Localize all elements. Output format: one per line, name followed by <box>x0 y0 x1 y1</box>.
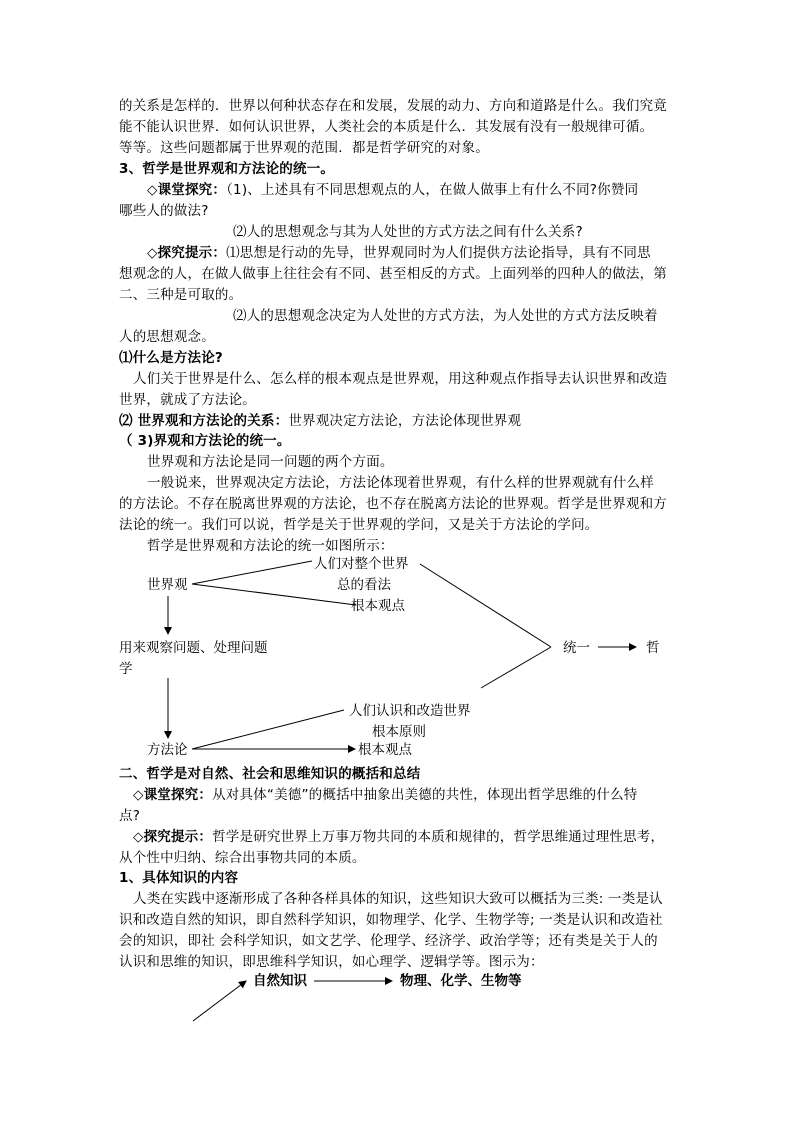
section-heading: 3、哲学是世界观和方法论的统一。 <box>119 161 335 177</box>
paragraph-line: 会的知识，即社 会科学知识，如文艺学、伦理学、经济学、政治学等；还有类是关于人的 <box>119 933 658 949</box>
paragraph-line: 二、三种是可取的。 <box>119 287 243 303</box>
natural-examples-label: 物理、化学、生物等 <box>400 973 522 989</box>
paragraph-line: 等等。这些问题都属于世界观的范围．都是哲学研究的对象。 <box>119 140 489 156</box>
paragraph-line: 一般说来，世界观决定方法论，方法论体现着世界观，有什么样的世界观就有什么样 <box>147 475 654 491</box>
explore-line <box>133 785 637 805</box>
hint-label: ◇探究提示： <box>147 245 227 261</box>
philosophy-label: 哲 <box>646 640 660 656</box>
question-heading: ⑴什么是方法论? <box>119 350 223 366</box>
worldview-definition: 人们对整个世界 <box>314 556 409 572</box>
methodology-definition: 根本原则 <box>372 724 426 740</box>
natural-knowledge-label: 自然知识 <box>253 973 307 989</box>
connector-line <box>192 561 312 584</box>
connector-line <box>192 710 344 749</box>
paragraph-line: ⑵人的思想观念决定为人处世的方式方法，为人处世的方式方法反映着 <box>233 308 658 324</box>
hint-text: ⑴思想是行动的先导，世界观同时为人们提供方法论指导，具有不同思 <box>226 245 651 261</box>
paragraph-line: 点? <box>119 808 141 824</box>
q2-label: ⑵ 世界观和方法论的关系： <box>119 413 289 429</box>
connector-line <box>420 564 551 647</box>
paragraph-line: 世界，就成了方法论。 <box>119 392 256 408</box>
paragraph-line: 人类在实践中逐渐形成了各种各样具体的知识，这些知识大致可以概括为三类: 一类是认 <box>133 891 663 907</box>
paragraph-line: 哲学是世界观和方法论的统一如图所示： <box>147 538 394 554</box>
usage-label: 用来观察问题、处理问题 <box>119 640 268 656</box>
paragraph-line: 人们关于世界是什么、怎么样的根本观点是世界观，用这种观点作指导去认识世界和改造 <box>133 371 668 387</box>
paragraph-line: 认识和思维的知识，即思维科学知识，如心理学、逻辑学等。图示为： <box>119 954 544 970</box>
methodology-definition: 根本观点 <box>358 742 412 758</box>
hint-label: ◇探究提示： <box>133 829 213 845</box>
explore-text: 从对具体“美德”的概括中抽象出美德的共性，体现出哲学思维的什么特 <box>212 787 638 803</box>
question-heading: （ 3)界观和方法论的统一。 <box>119 433 291 449</box>
paragraph-line: 想观念的人，在做人做事上往往会有不同、甚至相反的方式。上面列举的四种人的做法，第 <box>119 266 667 282</box>
worldview-definition: 根本观点 <box>351 598 405 614</box>
hint-text: 哲学是研究世界上万事万物共同的本质和规律的，哲学思维通过理性思考， <box>212 829 665 845</box>
paragraph-line: 世界观和方法论是同一问题的两个方面。 <box>147 454 394 470</box>
methodology-label: 方法论 <box>147 742 188 758</box>
methodology-definition: 人们认识和改造世界 <box>349 703 471 719</box>
connector-line <box>192 584 356 605</box>
paragraph-line: 人的思想观念。 <box>119 329 215 345</box>
paragraph-line: 法论的统一。我们可以说，哲学是关于世界观的学问，又是关于方法论的学问。 <box>119 517 599 533</box>
explore-label: ◇课堂探究： <box>133 787 213 803</box>
usage-label-cont: 学 <box>119 661 133 677</box>
explore-label: ◇课堂探究： <box>147 182 227 198</box>
subsection-heading: 1、具体知识的内容 <box>119 870 239 886</box>
worldview-label: 世界观 <box>147 577 188 593</box>
paragraph-line: 从个性中归纳、综合出事物共同的本质。 <box>119 850 366 866</box>
q2-text: 世界观决定方法论，方法论体现世界观 <box>288 413 522 429</box>
connector-line <box>481 647 551 688</box>
worldview-definition: 总的看法 <box>337 577 391 593</box>
hint-line <box>133 827 664 847</box>
paragraph-line: 识和改造自然的知识，即自然科学知识，如物理学、化学、生物学等; 一类是认识和改造社 <box>119 912 663 928</box>
arrow-diagonal <box>193 981 246 1021</box>
unity-label: 统一 <box>563 640 590 656</box>
paragraph-line: 的方法论。不存在脱离世界观的方法论，也不存在脱离方法论的世界观。哲学是世界观和方 <box>119 496 667 512</box>
explore-text: （1)、上述具有不同思想观点的人，在做人做事上有什么不同?你赞同 <box>226 182 639 198</box>
paragraph-line: 哪些人的做法? <box>119 203 209 219</box>
paragraph-line: ⑵人的思想观念与其为人处世的方式方法之间有什么关系? <box>233 224 583 240</box>
paragraph-line: 的关系是怎样的．世界以何种状态存在和发展，发展的动力、方向和道路是什么。我们究竟 <box>119 98 667 114</box>
paragraph-line: 能不能认识世界．如何认识世界，人类社会的本质是什么．其发展有没有一般规律可循。 <box>119 119 654 135</box>
section-title: 二、哲学是对自然、社会和思维知识的概括和总结 <box>119 766 421 782</box>
